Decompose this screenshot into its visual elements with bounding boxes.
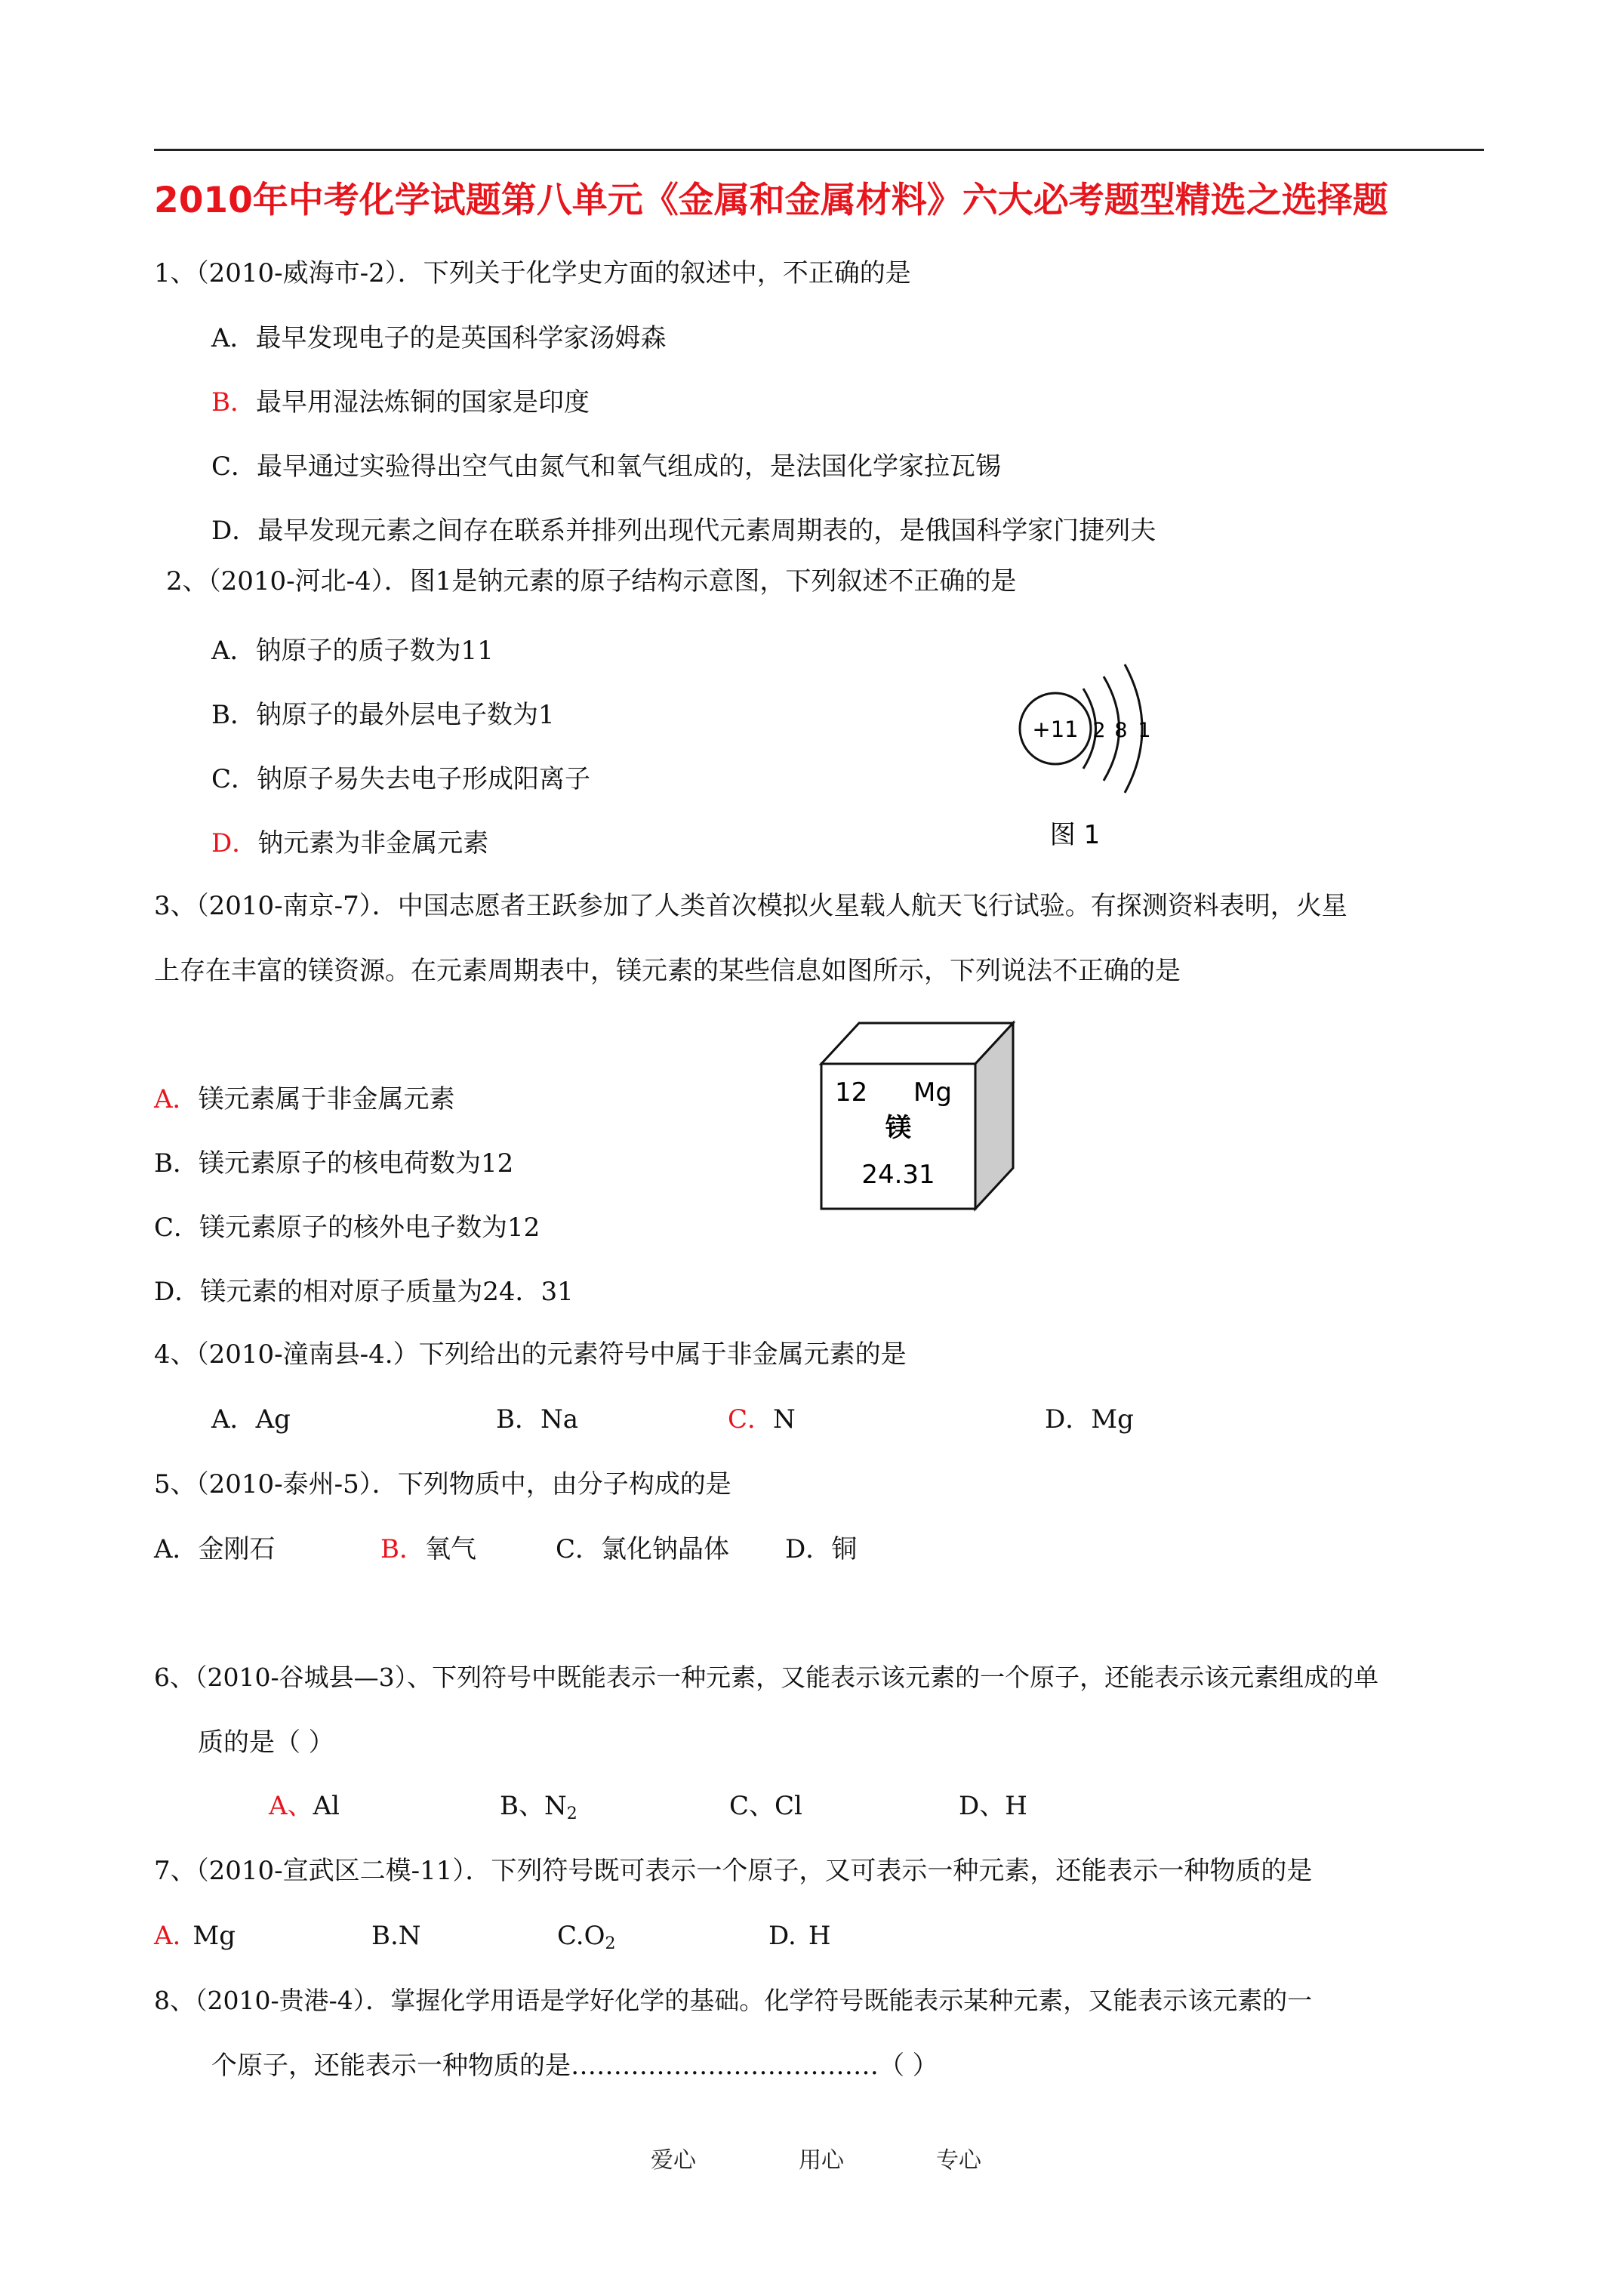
atomic-mass: 24.31 bbox=[861, 1160, 935, 1190]
magnesium-element-box bbox=[815, 1015, 1019, 1219]
question-1-option-d: D．最早发现元素之间存在联系并排列出现代元素周期表的，是俄国科学家门捷列夫 bbox=[211, 516, 1156, 546]
question-2-option-a: A．钠原子的质子数为11 bbox=[211, 636, 494, 666]
question-7-option-b: B.N bbox=[371, 1921, 421, 1951]
question-3-option-b: B．镁元素原子的核电荷数为12 bbox=[154, 1148, 514, 1179]
footer-text-3: 专心 bbox=[936, 2147, 981, 2174]
question-4-stem: 4、（2010-潼南县-4.）下列给出的元素符号中属于非金属元素的是 bbox=[154, 1339, 907, 1370]
shell-2-electrons: 8 bbox=[1114, 719, 1128, 742]
question-5-option-d: D．铜 bbox=[785, 1534, 858, 1564]
question-6-option-c: C、Cl bbox=[729, 1791, 802, 1821]
atomic-number: 12 bbox=[835, 1077, 868, 1108]
question-5-option-c: C．氯化钠晶体 bbox=[556, 1534, 730, 1564]
question-6-option-b: B、$N_2$ bbox=[500, 1791, 577, 1823]
question-6-option-a: A、Al bbox=[269, 1791, 340, 1821]
question-6-stem-line-1: 6、（2010-谷城县—3）、下列符号中既能表示一种元素，又能表示该元素的一个原子，还能表示该元素组成的单 bbox=[154, 1663, 1379, 1692]
question-8-stem-line-2: 个原子，还能表示一种物质的是………………………………（ ） bbox=[211, 2051, 938, 2081]
question-2-option-b: B．钠原子的最外层电子数为1 bbox=[211, 700, 555, 730]
nucleus-charge: +11 bbox=[1032, 717, 1079, 742]
shell-3-electrons: 1 bbox=[1138, 719, 1151, 742]
sodium-atom-diagram bbox=[1012, 634, 1193, 853]
header-rule bbox=[154, 149, 1484, 151]
element-name: 镁 bbox=[885, 1113, 911, 1143]
question-5-stem: 5、（2010-泰州-5）．下列物质中，由分子构成的是 bbox=[154, 1469, 731, 1499]
question-7-option-c: $C.O_2$ bbox=[557, 1921, 616, 1953]
question-3-option-a: A．镁元素属于非金属元素 bbox=[154, 1084, 455, 1114]
question-2-option-c: C．钠原子易失去电子形成阳离子 bbox=[211, 764, 591, 794]
question-1-option-c: C．最早通过实验得出空气由氮气和氧气组成的，是法国化学家拉瓦锡 bbox=[211, 451, 1002, 482]
figure-caption: 图 1 bbox=[1049, 820, 1101, 850]
question-3-stem-line-2: 上存在丰富的镁资源。在元素周期表中，镁元素的某些信息如图所示，下列说法不正确的是 bbox=[154, 956, 1181, 986]
question-1-option-a: A．最早发现电子的是英国科学家汤姆森 bbox=[211, 323, 667, 353]
question-1-stem: 1、（2010-威海市-2）．下列关于化学史方面的叙述中，不正确的是 bbox=[154, 258, 911, 288]
question-1-option-b: B．最早用湿法炼铜的国家是印度 bbox=[211, 387, 590, 418]
question-3-option-c: C．镁元素原子的核外电子数为12 bbox=[154, 1213, 540, 1243]
question-2-stem: 2、（2010-河北-4）．图1是钠元素的原子结构示意图，下列叙述不正确的是 bbox=[166, 566, 1017, 596]
question-5-option-b: B．氧气 bbox=[380, 1534, 476, 1564]
shell-1-electrons: 2 bbox=[1092, 719, 1106, 742]
element-symbol: Mg bbox=[913, 1077, 952, 1108]
question-4-option-d: D．Mg bbox=[1045, 1404, 1134, 1435]
question-4-option-c: C．N bbox=[728, 1404, 796, 1435]
footer-text-1: 爱心 bbox=[651, 2147, 696, 2174]
question-6-option-d: D、H bbox=[959, 1791, 1027, 1821]
question-8-stem-line-1: 8、（2010-贵港-4）．掌握化学用语是学好化学的基础。化学符号既能表示某种元素，又能表示该元素的一 bbox=[154, 1986, 1313, 2015]
question-7-stem: 7、（2010-宣武区二模-11）．下列符号既可表示一个原子，又可表示一种元素，还能表示一种物质的是 bbox=[154, 1856, 1313, 1886]
question-4-option-b: B．Na bbox=[496, 1404, 579, 1435]
document-title: 2010年中考化学试题第八单元《金属和金属材料》六大必考题型精选之选择题 bbox=[154, 180, 1388, 221]
question-3-option-d: D．镁元素的相对原子质量为24．31 bbox=[154, 1277, 574, 1307]
question-7-option-a: A. Mg bbox=[154, 1921, 236, 1951]
question-7-option-d: D. H bbox=[768, 1921, 831, 1951]
footer-text-2: 用心 bbox=[799, 2147, 844, 2174]
question-5-option-a: A．金刚石 bbox=[154, 1534, 276, 1564]
question-2-option-d: D．钠元素为非金属元素 bbox=[211, 828, 489, 858]
question-6-stem-line-2: 质的是（ ） bbox=[198, 1727, 334, 1758]
question-4-option-a: A．Ag bbox=[211, 1404, 291, 1435]
question-3-stem-line-1: 3、（2010-南京-7）．中国志愿者王跃参加了人类首次模拟火星载人航天飞行试验。有探测资料表明，火星 bbox=[154, 891, 1347, 921]
